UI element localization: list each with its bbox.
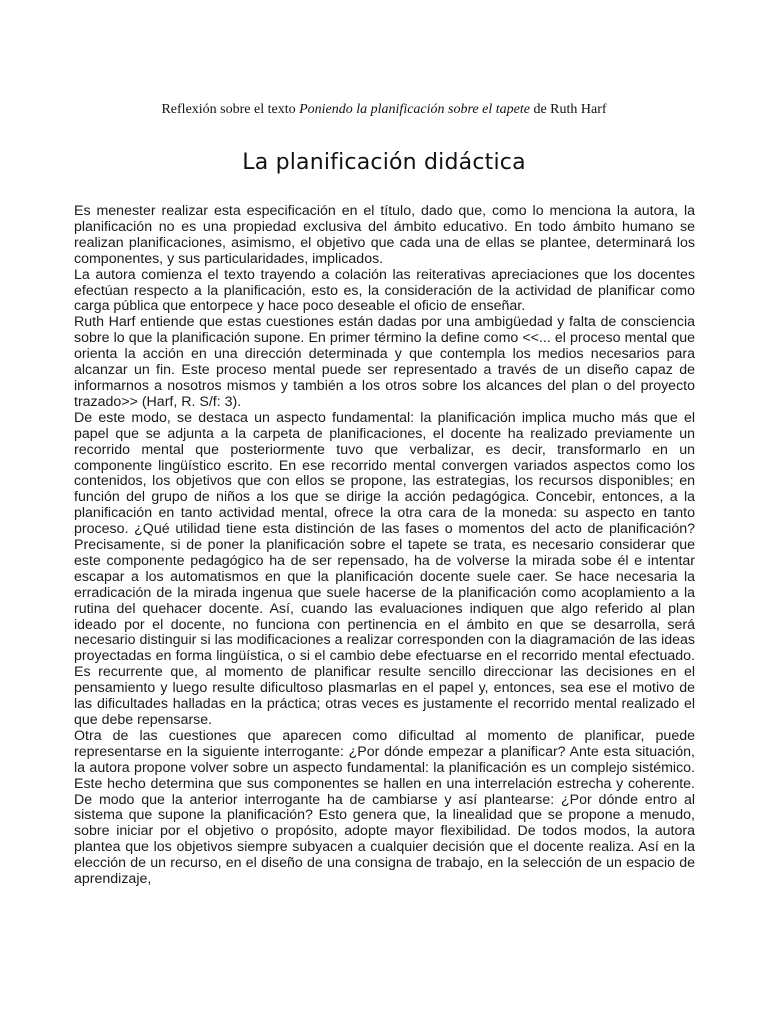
header-prefix: Reflexión sobre el texto [161,102,300,117]
document-title: La planificación didáctica [242,150,526,175]
document-body [74,204,695,888]
header-suffix: de Ruth Harf [529,102,607,117]
document-header [0,102,768,118]
header-book-title: Poniendo la planificación sobre el tapete [299,102,530,117]
paragraph: De este modo, se destaca un aspecto fundamental: la planificación implica mucho más que el papel que se adjunta a la carpeta de planificaciones, el docente ha realizado previamente un recorrido mental que posteriormente tuvo que verbalizar, es decir, transformarlo en un componente lingüístico escrito. En ese recorrido mental convergen variados aspectos como los contenidos, los objetivos que con ellos se propone, las estrategias, los recursos disponibles; en función del grupo de niños a los que se dirige la acción pedagógica. Concebir, entonces, a la planificación en tanto actividad mental, ofrece la otra cara de la moneda: su aspecto en tanto proceso. ¿Qué utilidad tiene esta distinción de las fases o momentos del acto de planificación? Precisamente, si de poner la planificación sobre el tapete se trata, es necesario considerar que este componente pedagógico ha de ser repensado, ha de volverse la mirada sobe él e intentar escapar a los automatismos en que la planificación docente suele caer. Se hace necesaria la erradicación de la mirada ingenua que suele hacerse de la planificación como acoplamiento a la rutina del quehacer docente. Así, cuando las evaluaciones indiquen que algo referido al plan ideado por el docente, no funciona con pertinencia en el ámbito en que se desarrolla, será necesario distinguir si las modificaciones a realizar corresponden con la diagramación de las ideas proyectadas en forma lingüística, o si el cambio debe efectuarse en el recorrido mental efectuado. Es recurrente que, al momento de planificar resulte sencillo direccionar las decisiones en el pensamiento y luego resulte dificultoso plasmarlas en el papel y, entonces, sea ese el motivo de las dificultades halladas en la práctica; otras veces es justamente el recorrido mental realizado el que debe repensarse. [74,409,695,728]
paragraph: Otra de las cuestiones que aparecen como dificultad al momento de planificar, puede representarse en la siguiente interrogante: ¿Por dónde empezar a planificar? Ante esta situación, la autora propone volver sobre un aspecto fundamental: la planificación es un complejo sistémico. Este hecho determina que sus componentes se hallen en una interrelación estrecha y coherente. De modo que la anterior interrogante ha de cambiarse y así plantearse: ¿Por dónde entro al sistema que supone la planificación? Esto genera que, la linealidad que se propone a menudo, sobre iniciar por el objetivo o propósito, adopte mayor flexibilidad. De todos modos, la autora plantea que los objetivos siempre subyacen a cualquier decisión que el docente realiza. Así en la elección de un recurso, en el diseño de una consigna de trabajo, en la selección de un espacio de aprendizaje, [74,727,695,888]
paragraph: Es menester realizar esta especificación en el título, dado que, como lo menciona la autora, la planificación no es una propiedad exclusiva del ámbito educativo. En todo ámbito humano se realizan planificaciones, asimismo, el objetivo que cada una de ellas se plantee, determinará los componentes, y sus particularidades, implicados. [74,203,695,267]
paragraph: Ruth Harf entiende que estas cuestiones están dadas por una ambigüedad y falta de consciencia sobre lo que la planificación supone. En primer término la define como <<... el proceso mental que orienta la acción en una dirección determinada y que contempla los medios necesarios para alcanzar un fin. Este proceso mental puede ser representado a través de un diseño capaz de informarnos a nosotros mismos y también a los otros sobre los alcances del plan o del proyecto trazado>> (Harf, R. S/f: 3). [74,314,695,410]
paragraph: La autora comienza el texto trayendo a colación las reiterativas apreciaciones que los docentes efectúan respecto a la planificación, esto es, la consideración de la actividad de planificar como carga pública que entorpece y hace poco deseable el oficio de enseñar. [74,266,695,315]
